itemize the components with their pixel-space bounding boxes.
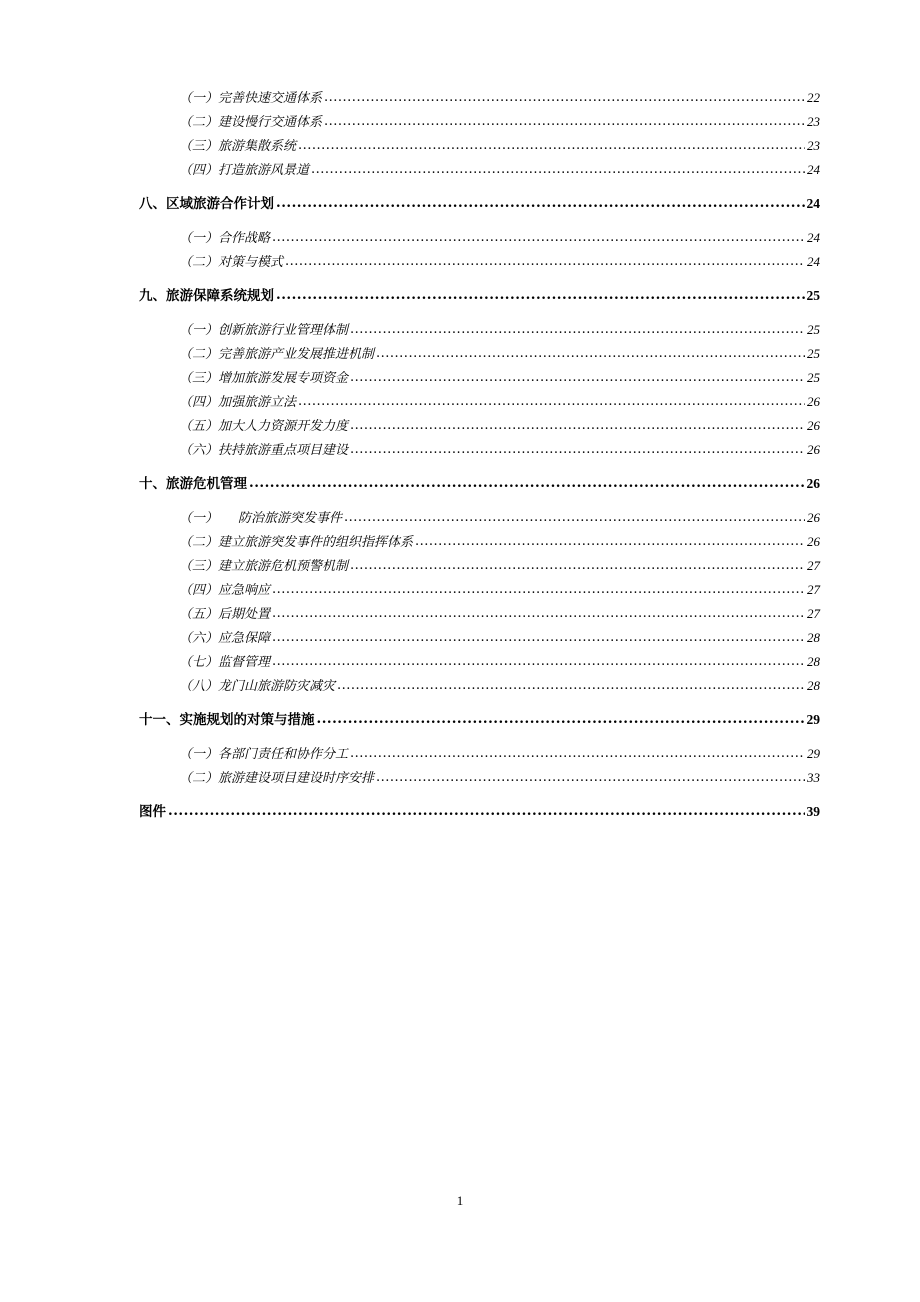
toc-entry-label: （一）合作战略 xyxy=(179,231,271,246)
toc-entry-10-2[interactable] xyxy=(139,533,820,557)
toc-entry-page: 28 xyxy=(807,678,820,693)
toc-entry-9-6[interactable] xyxy=(139,441,820,465)
dot-leader xyxy=(350,557,805,575)
toc-chapter-page: 29 xyxy=(806,712,820,727)
dot-leader xyxy=(344,509,805,527)
toc-entry-label: （二）完善旅游产业发展推进机制 xyxy=(179,347,375,362)
toc-entry-page: 22 xyxy=(807,90,820,105)
dot-leader xyxy=(350,321,805,339)
dot-leader xyxy=(324,89,805,107)
toc-entry-8-1[interactable] xyxy=(139,229,820,253)
toc-entry-label xyxy=(179,510,342,528)
toc-chapter-label: 八、区域旅游合作计划 xyxy=(139,196,274,212)
dot-leader xyxy=(317,710,805,728)
toc-entry-page: 24 xyxy=(807,230,820,245)
dot-leader xyxy=(415,533,805,551)
dot-leader xyxy=(324,113,805,131)
toc-chapter-label: 九、旅游保障系统规划 xyxy=(139,288,274,304)
toc-chapter-9[interactable] xyxy=(139,287,820,311)
toc-entry-label: （三）建立旅游危机预警机制 xyxy=(179,559,349,574)
toc-entry-page: 26 xyxy=(807,418,820,433)
toc-entry-8-2[interactable] xyxy=(139,253,820,277)
dot-leader xyxy=(350,745,805,763)
toc-entry-10-1[interactable] xyxy=(139,509,820,533)
toc-entry-11-2[interactable] xyxy=(139,769,820,793)
toc-entry-page: 28 xyxy=(807,654,820,669)
dot-leader xyxy=(276,194,805,212)
toc-entry-10-7[interactable] xyxy=(139,653,820,677)
toc-entry-title: 防治旅游突发事件 xyxy=(238,511,343,526)
toc-entry-label: （二）建立旅游突发事件的组织指挥体系 xyxy=(179,535,414,550)
toc-entry-page: 33 xyxy=(807,770,820,785)
dot-leader xyxy=(272,581,805,599)
toc-entry-label: （六）应急保障 xyxy=(179,631,271,646)
dot-leader xyxy=(350,417,805,435)
toc-entry-9-4[interactable] xyxy=(139,393,820,417)
toc-entry-label: （四）加强旅游立法 xyxy=(179,395,297,410)
toc-chapter-label: 十、旅游危机管理 xyxy=(139,476,247,492)
dot-leader xyxy=(311,161,805,179)
dot-leader xyxy=(272,653,805,671)
toc-chapter-page: 39 xyxy=(806,804,820,819)
toc-entry-10-8[interactable] xyxy=(139,677,820,701)
toc-entry-label: （三）增加旅游发展专项资金 xyxy=(179,371,349,386)
toc-entry-page: 24 xyxy=(807,254,820,269)
table-of-contents xyxy=(139,89,820,837)
toc-entry-1-3[interactable] xyxy=(139,137,820,161)
toc-entry-label: （一）各部门责任和协作分工 xyxy=(179,747,349,762)
toc-chapter-page: 26 xyxy=(806,476,820,491)
toc-entry-9-2[interactable] xyxy=(139,345,820,369)
dot-leader xyxy=(376,345,805,363)
toc-entry-number: （一） xyxy=(179,511,219,526)
toc-entry-label: （二）旅游建设项目建设时序安排 xyxy=(179,771,375,786)
toc-chapter-page: 24 xyxy=(806,196,820,211)
toc-entry-1-4[interactable] xyxy=(139,161,820,185)
toc-entry-page: 26 xyxy=(807,442,820,457)
toc-entry-label: （八）龙门山旅游防灾减灾 xyxy=(179,679,336,694)
toc-entry-label: （一）创新旅游行业管理体制 xyxy=(179,323,349,338)
toc-entry-10-5[interactable] xyxy=(139,605,820,629)
toc-entry-9-5[interactable] xyxy=(139,417,820,441)
dot-leader xyxy=(249,474,805,492)
dot-leader xyxy=(337,677,805,695)
dot-leader xyxy=(272,629,805,647)
dot-leader xyxy=(272,229,805,247)
toc-entry-page: 26 xyxy=(807,394,820,409)
toc-chapter-8[interactable] xyxy=(139,195,820,219)
toc-entry-page: 26 xyxy=(807,510,820,525)
dot-leader xyxy=(350,369,805,387)
toc-entry-label: （二）建设慢行交通体系 xyxy=(179,115,323,130)
toc-entry-page: 25 xyxy=(807,370,820,385)
dot-leader xyxy=(298,393,805,411)
toc-entry-page: 28 xyxy=(807,630,820,645)
toc-entry-page: 25 xyxy=(807,346,820,361)
toc-entry-label: （四）应急响应 xyxy=(179,583,271,598)
toc-chapter-11[interactable] xyxy=(139,711,820,735)
toc-entry-11-1[interactable] xyxy=(139,745,820,769)
toc-entry-page: 24 xyxy=(807,162,820,177)
toc-entry-page: 23 xyxy=(807,138,820,153)
dot-leader xyxy=(168,802,805,820)
toc-chapter-label: 十一、实施规划的对策与措施 xyxy=(139,712,315,728)
toc-entry-10-6[interactable] xyxy=(139,629,820,653)
toc-entry-label: （六）扶持旅游重点项目建设 xyxy=(179,443,349,458)
dot-leader xyxy=(272,605,805,623)
dot-leader xyxy=(276,286,805,304)
toc-entry-1-1[interactable] xyxy=(139,89,820,113)
toc-entry-label: （一）完善快速交通体系 xyxy=(179,91,323,106)
toc-entry-9-1[interactable] xyxy=(139,321,820,345)
dot-leader xyxy=(350,441,805,459)
dot-leader xyxy=(298,137,805,155)
toc-entry-page: 25 xyxy=(807,322,820,337)
toc-chapter-figures[interactable] xyxy=(139,803,820,827)
toc-entry-9-3[interactable] xyxy=(139,369,820,393)
toc-entry-10-3[interactable] xyxy=(139,557,820,581)
toc-entry-10-4[interactable] xyxy=(139,581,820,605)
toc-entry-label: （四）打造旅游风景道 xyxy=(179,163,310,178)
toc-entry-page: 26 xyxy=(807,534,820,549)
toc-entry-page: 29 xyxy=(807,746,820,761)
toc-entry-1-2[interactable] xyxy=(139,113,820,137)
toc-chapter-label: 图件 xyxy=(139,804,166,820)
dot-leader xyxy=(285,253,805,271)
toc-chapter-page: 25 xyxy=(806,288,820,303)
toc-entry-label: （五）后期处置 xyxy=(179,607,271,622)
toc-entry-label: （二）对策与模式 xyxy=(179,255,284,270)
toc-entry-page: 27 xyxy=(807,582,820,597)
toc-entry-page: 27 xyxy=(807,606,820,621)
toc-entry-label: （五）加大人力资源开发力度 xyxy=(179,419,349,434)
toc-chapter-10[interactable] xyxy=(139,475,820,499)
toc-entry-page: 23 xyxy=(807,114,820,129)
toc-entry-page: 27 xyxy=(807,558,820,573)
toc-entry-label: （三）旅游集散系统 xyxy=(179,139,297,154)
toc-entry-label: （七）监督管理 xyxy=(179,655,271,670)
dot-leader xyxy=(376,769,805,787)
page-number: 1 xyxy=(456,1193,464,1208)
